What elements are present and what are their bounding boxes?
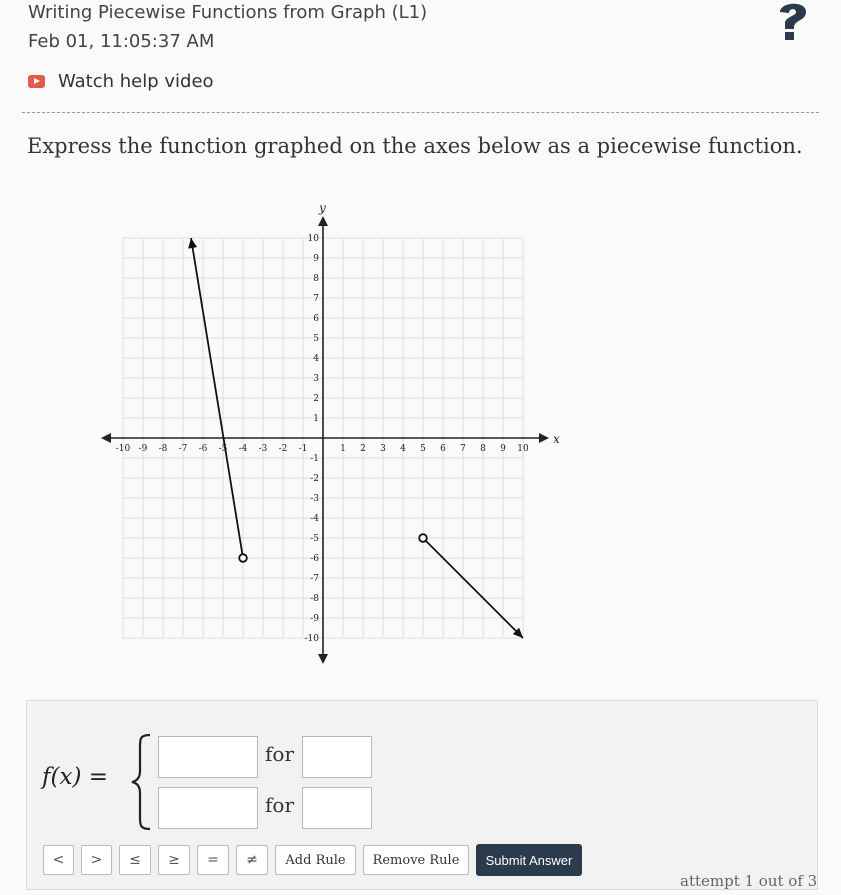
divider [22,112,819,113]
rule-2-for-label: for [265,793,295,817]
less-or-equal-button[interactable]: ≤ [119,845,151,875]
y-tick-label: -6 [310,554,319,564]
x-tick-label: -2 [278,444,288,454]
graph [0,190,560,670]
y-tick-label: -1 [310,454,319,464]
add-rule-button[interactable]: Add Rule [275,845,356,875]
x-tick-label: -7 [178,444,188,454]
y-axis-label: y [319,201,326,215]
not-equal-button[interactable]: ≠ [236,845,268,875]
y-tick-label: 10 [307,234,319,244]
piece-2-line [423,538,523,638]
y-tick-label: 2 [313,394,319,404]
timestamp: Feb 01, 11:05:37 AM [28,31,215,52]
y-tick-label: 6 [313,314,319,324]
y-tick-label: -3 [310,494,319,504]
play-video-icon [28,75,45,88]
piece-1-arrow [188,238,197,249]
question-mark-icon[interactable] [776,0,810,44]
x-tick-label: 2 [360,444,366,454]
y-tick-label: 1 [313,414,319,424]
y-tick-label: 4 [313,354,319,364]
x-tick-label: 1 [340,444,346,454]
y-tick-label: -8 [310,594,319,604]
x-tick-label: 10 [517,444,529,454]
y-tick-label: -10 [304,634,319,644]
piece-2-open-endpoint [419,534,427,542]
x-tick-label: -9 [138,444,148,454]
rule-2-expression-input[interactable] [158,787,258,829]
less-than-button[interactable]: < [43,845,74,875]
y-tick-label: -5 [310,534,319,544]
question-prompt: Express the function graphed on the axes below as a piecewise function. [27,134,803,158]
y-tick-label: -9 [310,614,319,624]
y-tick-label: -2 [310,474,319,484]
y-axis-arrow-up [318,216,328,226]
greater-than-button[interactable]: > [81,845,112,875]
x-tick-label: 6 [440,444,446,454]
x-tick-label: 7 [460,444,466,454]
watch-help-video-link[interactable] [28,68,214,94]
y-tick-label: 3 [313,374,319,384]
y-tick-label: -4 [310,514,319,524]
x-tick-label: -6 [198,444,208,454]
x-tick-label: -1 [298,444,308,454]
x-tick-label: 8 [480,444,486,454]
y-axis-arrow-down [318,654,328,664]
y-tick-label: -7 [310,574,319,584]
x-tick-label: -10 [115,444,131,454]
greater-or-equal-button[interactable]: ≥ [158,845,190,875]
y-tick-label: 7 [313,294,319,304]
x-tick-label: 4 [400,444,406,454]
remove-rule-button[interactable]: Remove Rule [363,845,469,875]
x-tick-label: -5 [218,444,228,454]
rule-1-expression-input[interactable] [158,736,258,778]
x-axis-label: x [553,432,560,446]
x-axis-arrow-right [539,433,549,443]
y-tick-label: 5 [313,334,319,344]
y-tick-label: 8 [313,274,319,284]
rule-1-for-label: for [265,742,295,766]
attempt-counter: attempt 1 out of 3 [680,872,818,890]
x-tick-label: -8 [158,444,168,454]
axes [101,201,560,664]
y-tick-label: 9 [313,254,319,264]
piece-1-open-endpoint [239,554,247,562]
submit-answer-button[interactable]: Submit Answer [476,844,582,876]
x-axis-arrow-left [101,433,111,443]
rule-2-condition-input[interactable] [302,787,372,829]
left-brace [128,733,156,831]
page-title: Writing Piecewise Functions from Graph (L1) [28,2,428,23]
x-tick-label: 5 [420,444,426,454]
x-tick-label: 3 [380,444,386,454]
video-link-label: Watch help video [58,70,214,92]
x-tick-label: -4 [238,444,248,454]
equals-button[interactable]: = [197,845,229,875]
x-tick-label: 9 [500,444,506,454]
rule-1-condition-input[interactable] [302,736,372,778]
x-tick-label: -3 [258,444,268,454]
function-label: f(x) = [42,764,109,790]
